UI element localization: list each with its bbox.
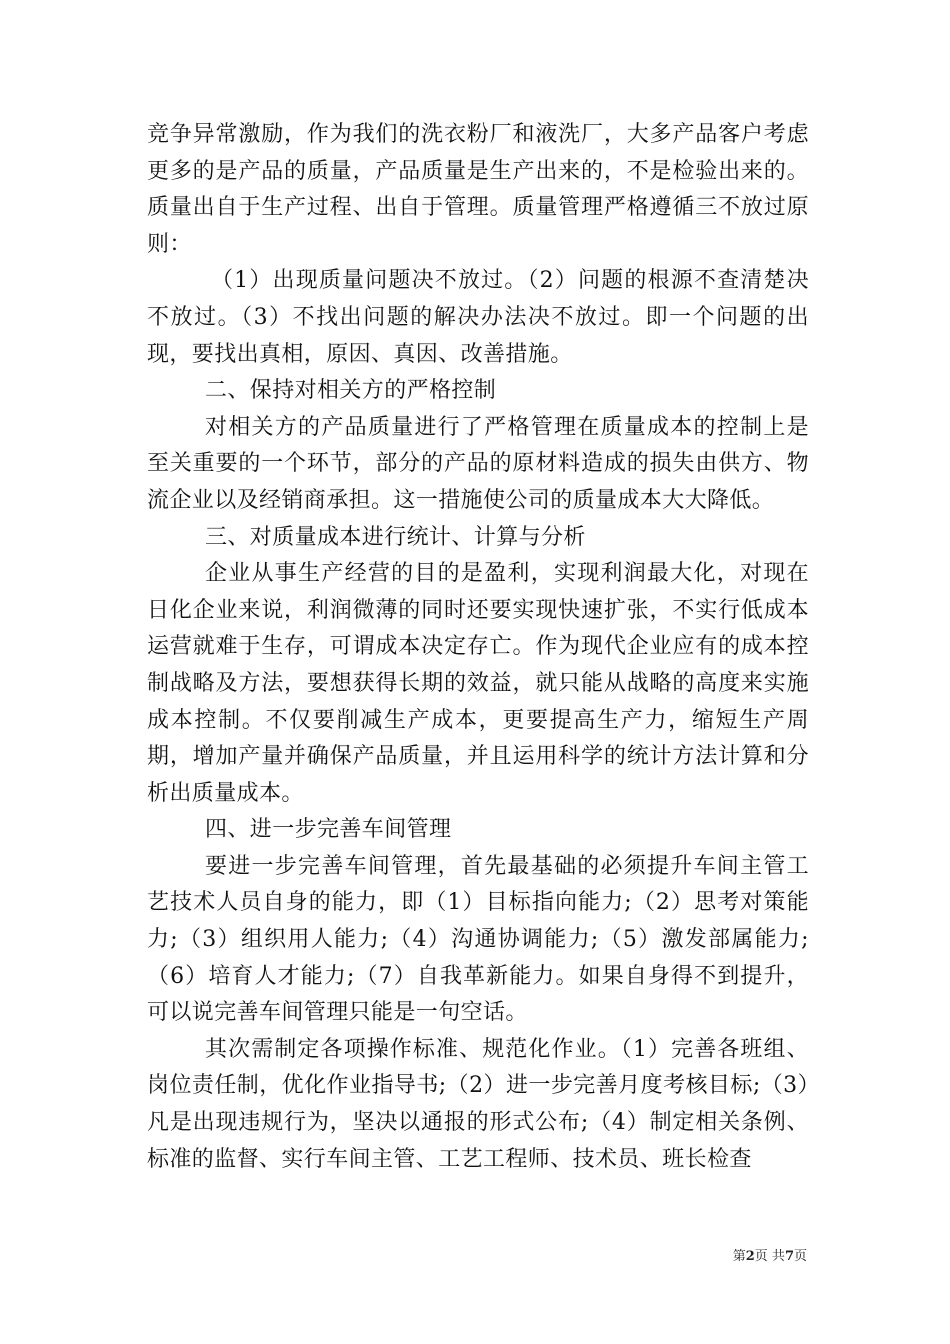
- section-heading: 二、保持对相关方的严格控制: [205, 378, 497, 404]
- footer-middle: 页 共: [754, 1249, 785, 1264]
- page-number-footer: [733, 1248, 807, 1266]
- paragraph: 要进一步完善车间管理，首先最基础的必须提升车间主管工艺技术人员自身的能力，即（1）目标指向能力;（2）思考对策能力;（3）组织用人能力;（4）沟通协调能力;（5）激发部属能力;（6）培育人才能力;（7）自我革新能力。如果自身得不到提升，可以说完善车间管理只能是一句空话。: [147, 853, 809, 1026]
- paragraph: 竞争异常激励，作为我们的洗衣粉厂和液洗厂，大多产品客户考虑更多的是产品的质量，产品质量是生产出来的，不是检验出来的。质量出自于生产过程、出自于管理。质量管理严格遵循三不放过原则：: [147, 122, 809, 257]
- footer-prefix: 第: [732, 1249, 746, 1264]
- total-page-number: 7: [784, 1249, 794, 1264]
- paragraph: （1）出现质量问题决不放过。（2）问题的根源不查清楚决不放过。（3）不找出问题的解决办法决不放过。即一个问题的出现，要找出真相，原因、真因、改善措施。: [147, 268, 809, 367]
- section-heading: 四、进一步完善车间管理: [205, 817, 452, 843]
- section-heading: 三、对质量成本进行统计、计算与分析: [205, 524, 586, 550]
- current-page-number: 2: [745, 1249, 755, 1264]
- footer-suffix: 页: [793, 1249, 807, 1264]
- paragraph: 其次需制定各项操作标准、规范化作业。（1）完善各班组、岗位责任制，优化作业指导书;（2）进一步完善月度考核目标;（3）凡是出现违规行为，坚决以通报的形式公布;（4）制定相关条例、标准的监督、实行车间主管、工艺工程师、技术员、班长检查: [147, 1036, 809, 1172]
- document-body: [147, 117, 809, 1178]
- paragraph: 企业从事生产经营的目的是盈利，实现利润最大化，对现在日化企业来说，利润微薄的同时还要实现快速扩张，不实行低成本运营就难于生存，可谓成本决定存亡。作为现代企业应有的成本控制战略及方法，要想获得长期的效益，就只能从战略的高度来实施成本控制。不仅要削减生产成本，更要提高生产力，缩短生产周期，增加产量并确保产品质量，并且运用科学的统计方法计算和分析出质量成本。: [147, 561, 809, 806]
- paragraph: 对相关方的产品质量进行了严格管理在质量成本的控制上是至关重要的一个环节，部分的产品的原材料造成的损失由供方、物流企业以及经销商承担。这一措施使公司的质量成本大大降低。: [147, 414, 809, 513]
